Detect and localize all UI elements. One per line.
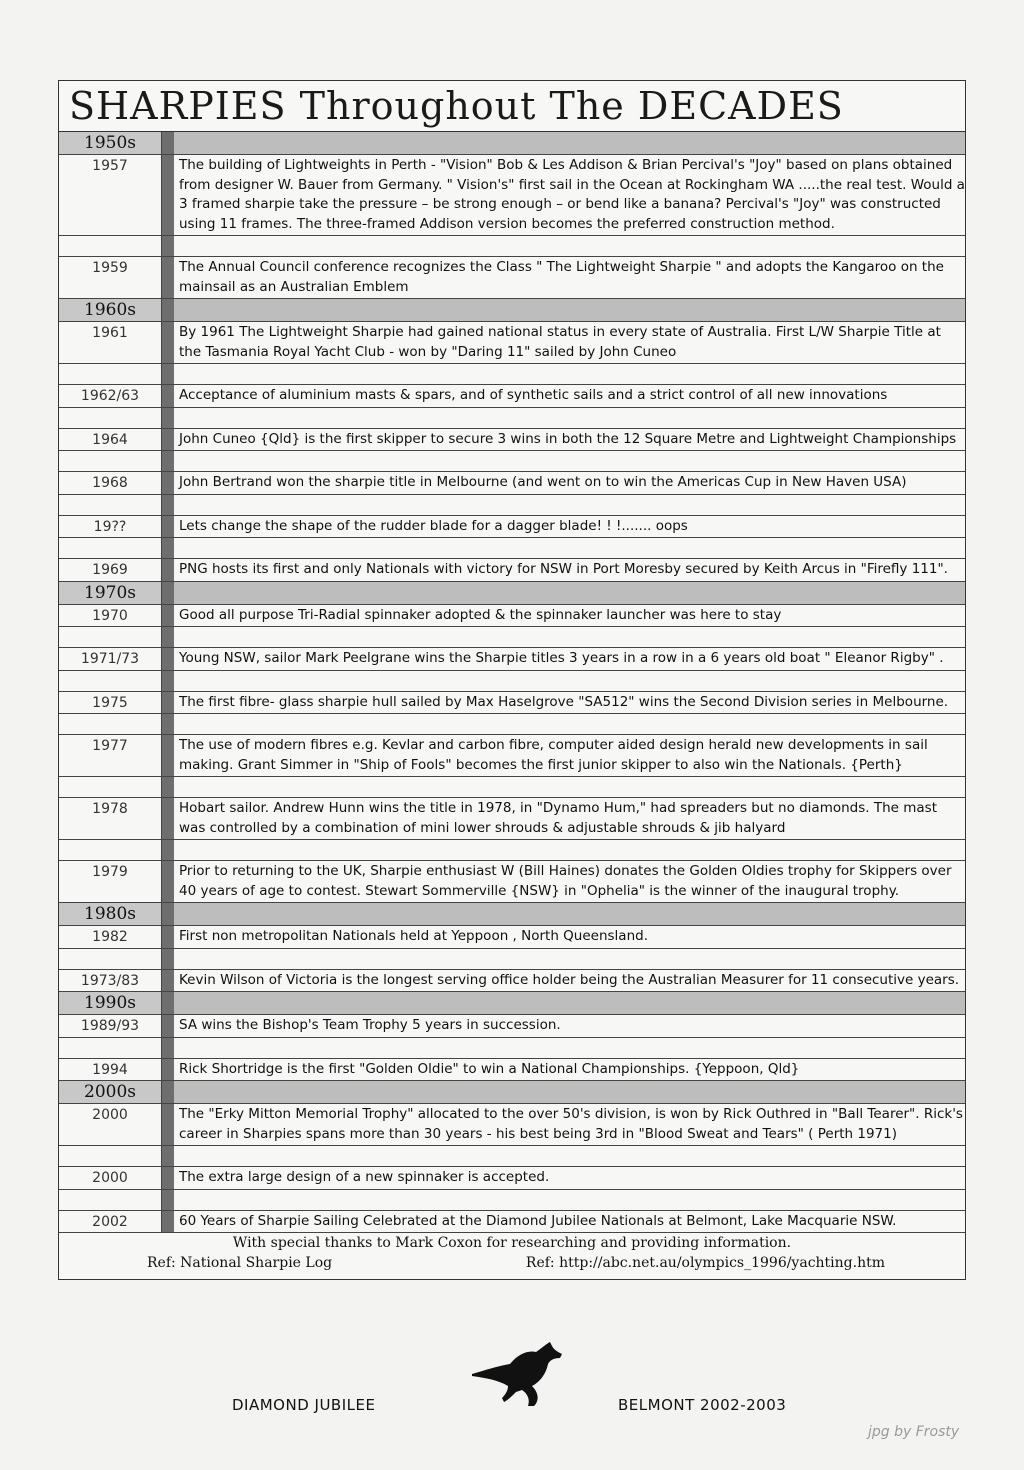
entry-bar bbox=[162, 429, 174, 451]
decade-bar bbox=[162, 582, 174, 604]
entry-text: First non metropolitan Nationals held at Yeppoon , North Queensland. bbox=[179, 928, 648, 944]
entry-year: 2000 bbox=[59, 1167, 162, 1189]
footer-right-text: BELMONT 2002-2003 bbox=[618, 1396, 787, 1414]
decade-bar bbox=[162, 132, 174, 154]
entry-text: Acceptance of aluminium masts & spars, and of synthetic sails and a strict control of all new innovations bbox=[179, 387, 888, 403]
decade-bar bbox=[162, 992, 174, 1014]
entry-bar bbox=[162, 472, 174, 494]
entry-bar bbox=[162, 1167, 174, 1189]
decade-label: 1950s bbox=[59, 132, 162, 154]
decade-header-row bbox=[59, 1081, 965, 1104]
spacer-row bbox=[59, 949, 965, 970]
entry-text: The extra large design of a new spinnaker is accepted. bbox=[179, 1169, 550, 1185]
decade-fill bbox=[174, 299, 965, 321]
entry-text: Prior to returning to the UK, Sharpie enthusiast W (Bill Haines) donates the Golden Oldies trophy for Skippers over 40 years of age to contest. Stewart Sommerville {NSW} in "Ophelia" is the winner of the inaugural trophy. bbox=[179, 863, 952, 899]
spacer-row bbox=[59, 714, 965, 735]
spacer-row bbox=[59, 538, 965, 559]
entry-text: 60 Years of Sharpie Sailing Celebrated at the Diamond Jubilee Nationals at Belmont, Lake Macquarie NSW. bbox=[179, 1212, 897, 1229]
entry-bar bbox=[162, 735, 174, 776]
entry-year: 2002 bbox=[59, 1211, 162, 1233]
timeline-document bbox=[58, 80, 966, 1280]
kangaroo-icon bbox=[468, 1340, 566, 1410]
entry-text: Young NSW, sailor Mark Peelgrane wins the Sharpie titles 3 years in a row in a 6 years old boat " Eleanor Rigby" . bbox=[179, 650, 944, 666]
spacer-row bbox=[59, 627, 965, 648]
timeline-entry bbox=[59, 559, 965, 582]
thanks-note: With special thanks to Mark Coxon for researching and providing information. bbox=[232, 1235, 792, 1251]
decade-label: 1990s bbox=[59, 992, 162, 1014]
entry-bar bbox=[162, 385, 174, 407]
entry-text: PNG hosts its first and only Nationals with victory for NSW in Port Moresby secured by Keith Arcus in "Firefly 111". bbox=[179, 561, 948, 577]
entry-year: 1970 bbox=[59, 605, 162, 627]
entry-bar bbox=[162, 516, 174, 538]
entry-bar bbox=[162, 322, 174, 363]
timeline-entry bbox=[59, 322, 965, 364]
spacer-row bbox=[59, 777, 965, 798]
entry-year: 1973/83 bbox=[59, 970, 162, 992]
timeline-entry bbox=[59, 472, 965, 495]
timeline-entry bbox=[59, 735, 965, 777]
entry-year: 1977 bbox=[59, 735, 162, 776]
entry-year: 1959 bbox=[59, 257, 162, 298]
decade-bar bbox=[162, 1081, 174, 1103]
entry-bar bbox=[162, 861, 174, 902]
entry-bar bbox=[162, 798, 174, 839]
entry-year: 1962/63 bbox=[59, 385, 162, 407]
decade-label: 1970s bbox=[59, 582, 162, 604]
entry-bar bbox=[162, 257, 174, 298]
timeline-entry bbox=[59, 970, 965, 993]
entry-bar bbox=[162, 1211, 174, 1233]
entry-year: 1979 bbox=[59, 861, 162, 902]
timeline-entry bbox=[59, 692, 965, 715]
entry-year: 1978 bbox=[59, 798, 162, 839]
spacer-row bbox=[59, 495, 965, 516]
entry-text: Good all purpose Tri-Radial spinnaker adopted & the spinnaker launcher was here to stay bbox=[179, 606, 782, 623]
entry-text: The use of modern fibres e.g. Kevlar and carbon fibre, computer aided design herald new developments in sail making. Grant Simmer in "Ship of Fools" becomes the first junior skipper to also win the Nationals. {Perth} bbox=[179, 737, 928, 773]
decade-header-row bbox=[59, 992, 965, 1015]
entry-text: Lets change the shape of the rudder blade for a dagger blade! ! !....... oops bbox=[179, 517, 688, 534]
entry-text: The "Erky Mitton Memorial Trophy" allocated to the over 50's division, is won by Rick Outhred in "Ball Tearer". Rick's career in Sharpies spans more than 30 years - his best being 3rd in "Blood Sweat and Tears" ( Perth 1971) bbox=[179, 1106, 963, 1142]
decade-label: 1980s bbox=[59, 903, 162, 925]
entry-text: Rick Shortridge is the first "Golden Oldie" to win a National Championships. {Yeppoon, Qld} bbox=[179, 1060, 800, 1077]
timeline-entry bbox=[59, 1059, 965, 1082]
entry-bar bbox=[162, 605, 174, 627]
timeline-entry bbox=[59, 385, 965, 408]
timeline-entry bbox=[59, 605, 965, 628]
timeline-entry bbox=[59, 798, 965, 840]
timeline-entry bbox=[59, 648, 965, 671]
spacer-row bbox=[59, 408, 965, 429]
entry-text: The Annual Council conference recognizes the Class " The Lightweight Sharpie " and adopts the Kangaroo on the mainsail as an Australian Emblem bbox=[179, 259, 944, 295]
entry-text: Hobart sailor. Andrew Hunn wins the title in 1978, in "Dynamo Hum," had spreaders but no diamonds. The mast was controlled by a combination of mini lower shrouds & adjustable shrouds & jib halyard bbox=[179, 800, 938, 836]
timeline-entry bbox=[59, 1104, 965, 1146]
entry-bar bbox=[162, 155, 174, 235]
decade-fill bbox=[174, 992, 965, 1014]
entry-text: Kevin Wilson of Victoria is the longest serving office holder being the Australian Measurer for 11 consecutive years. bbox=[179, 971, 960, 988]
entry-year: 19?? bbox=[59, 516, 162, 538]
decade-fill bbox=[174, 132, 965, 154]
spacer-row bbox=[59, 236, 965, 257]
decade-label: 2000s bbox=[59, 1081, 162, 1103]
entry-year: 1964 bbox=[59, 429, 162, 451]
decade-fill bbox=[174, 582, 965, 604]
entry-text: The building of Lightweights in Perth - "Vision" Bob & Les Addison & Brian Percival's "Joy" based on plans obtained from designer W. Bauer from Germany. " Vision's" first sail in the Ocean at Rockingham WA .....the real test. Would a 3 framed sharpie take the pressure – be strong enough – or bend like a banana? Percival's "Joy" was constructed using 11 frames. The three-framed Addison version becomes the preferred construction method. bbox=[179, 157, 965, 232]
spacer-row bbox=[59, 451, 965, 472]
entry-text: John Bertrand won the sharpie title in Melbourne (and went on to win the Americas Cup in New Haven USA) bbox=[179, 474, 907, 490]
timeline-entry bbox=[59, 516, 965, 539]
entry-bar bbox=[162, 648, 174, 670]
entry-year: 1989/93 bbox=[59, 1015, 162, 1037]
entry-year: 1971/73 bbox=[59, 648, 162, 670]
entry-year: 2000 bbox=[59, 1104, 162, 1145]
entry-bar bbox=[162, 926, 174, 948]
decade-fill bbox=[174, 903, 965, 925]
entry-year: 1968 bbox=[59, 472, 162, 494]
spacer-row bbox=[59, 1038, 965, 1059]
decade-header-row bbox=[59, 582, 965, 605]
entry-year: 1975 bbox=[59, 692, 162, 714]
decade-label: 1960s bbox=[59, 299, 162, 321]
timeline-entry bbox=[59, 429, 965, 452]
spacer-row bbox=[59, 364, 965, 385]
spacer-row bbox=[59, 671, 965, 692]
decade-bar bbox=[162, 299, 174, 321]
entry-year: 1994 bbox=[59, 1059, 162, 1081]
decade-fill bbox=[174, 1081, 965, 1103]
references bbox=[59, 1255, 965, 1279]
timeline-entry bbox=[59, 257, 965, 299]
entry-bar bbox=[162, 1015, 174, 1037]
entry-bar bbox=[162, 970, 174, 992]
spacer-row bbox=[59, 840, 965, 861]
timeline-entry bbox=[59, 155, 965, 236]
page-title: SHARPIES Throughout The DECADES bbox=[59, 81, 965, 132]
decade-bar bbox=[162, 903, 174, 925]
entry-text: The first fibre- glass sharpie hull sailed by Max Haselgrove "SA512" wins the Second Division series in Melbourne. bbox=[179, 693, 949, 710]
footer-left-text: DIAMOND JUBILEE bbox=[232, 1396, 376, 1414]
entry-bar bbox=[162, 1104, 174, 1145]
reference-right: Ref: http://abc.net.au/olympics_1996/yachting.htm bbox=[525, 1255, 885, 1271]
timeline-entry bbox=[59, 1211, 965, 1234]
entry-year: 1982 bbox=[59, 926, 162, 948]
decade-header-row bbox=[59, 132, 965, 155]
entry-year: 1969 bbox=[59, 559, 162, 581]
timeline-entry bbox=[59, 926, 965, 949]
timeline-table bbox=[59, 132, 965, 1233]
entry-bar bbox=[162, 1059, 174, 1081]
entry-bar bbox=[162, 559, 174, 581]
reference-left: Ref: National Sharpie Log bbox=[147, 1255, 333, 1271]
timeline-entry bbox=[59, 1015, 965, 1038]
entry-year: 1961 bbox=[59, 322, 162, 363]
entry-text: By 1961 The Lightweight Sharpie had gained national status in every state of Australia. First L/W Sharpie Title at the Tasmania Royal Yacht Club - won by "Daring 11" sailed by John Cuneo bbox=[179, 324, 941, 360]
timeline-entry bbox=[59, 1167, 965, 1190]
decade-header-row bbox=[59, 299, 965, 322]
entry-text: John Cuneo {Qld} is the first skipper to secure 3 wins in both the 12 Square Metre and Lightweight Championships bbox=[179, 430, 957, 447]
spacer-row bbox=[59, 1146, 965, 1167]
entry-text: SA wins the Bishop's Team Trophy 5 years in succession. bbox=[179, 1017, 561, 1033]
decade-header-row bbox=[59, 903, 965, 926]
timeline-entry bbox=[59, 861, 965, 903]
entry-bar bbox=[162, 692, 174, 714]
spacer-row bbox=[59, 1190, 965, 1211]
watermark-text: jpg by Frosty bbox=[868, 1424, 960, 1440]
entry-year: 1957 bbox=[59, 155, 162, 235]
